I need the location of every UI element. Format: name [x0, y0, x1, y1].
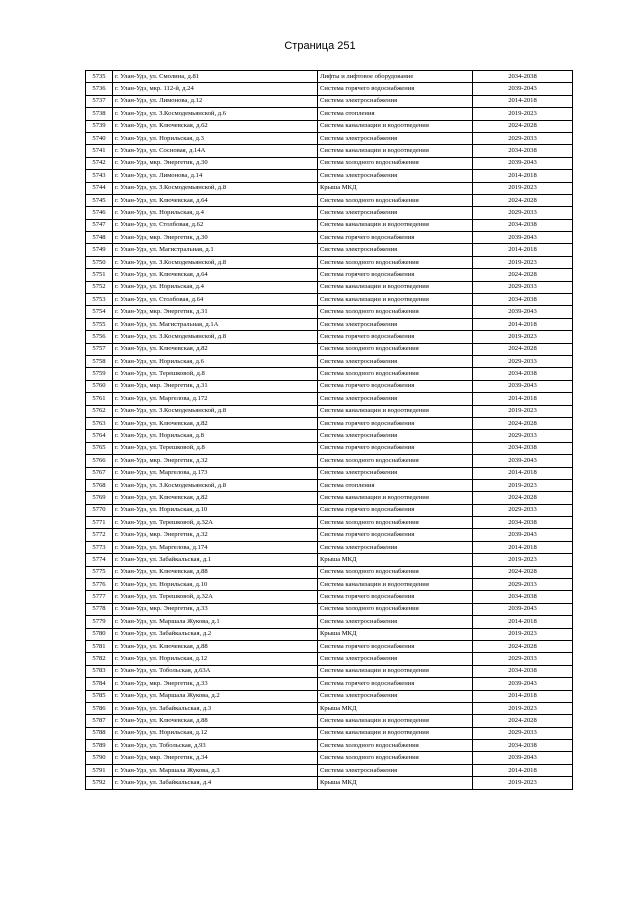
row-number-cell: 5741	[86, 145, 113, 157]
period-cell: 2019-2023	[473, 331, 573, 343]
table-row	[86, 591, 573, 603]
row-number-cell: 5744	[86, 182, 113, 194]
table-row	[86, 83, 573, 95]
row-number-cell: 5791	[86, 764, 113, 776]
table-row	[86, 368, 573, 380]
row-number-cell: 5761	[86, 393, 113, 405]
row-number-cell: 5753	[86, 294, 113, 306]
row-number-cell: 5762	[86, 405, 113, 417]
system-cell: Крыша МКД	[318, 777, 473, 789]
row-number-cell: 5785	[86, 690, 113, 702]
period-cell: 2024-2028	[473, 194, 573, 206]
period-cell: 2029-2033	[473, 504, 573, 516]
table-row	[86, 665, 573, 677]
table-row	[86, 653, 573, 665]
table-row	[86, 690, 573, 702]
address-cell: г. Улан-Удэ, ул. Ключевская, д.64	[113, 194, 318, 206]
period-cell: 2019-2023	[473, 405, 573, 417]
row-number-cell: 5736	[86, 83, 113, 95]
table-row	[86, 157, 573, 169]
address-cell: г. Улан-Удэ, ул. Забайкальская, д.1	[113, 554, 318, 566]
period-cell: 2014-2018	[473, 764, 573, 776]
period-cell: 2039-2043	[473, 752, 573, 764]
row-number-cell: 5782	[86, 653, 113, 665]
address-cell: г. Улан-Удэ, ул. Лимонова, д.12	[113, 95, 318, 107]
period-cell: 2034-2038	[473, 740, 573, 752]
table-row	[86, 219, 573, 231]
address-cell: г. Улан-Удэ, ул. Норильская, д.3	[113, 132, 318, 144]
row-number-cell: 5750	[86, 256, 113, 268]
row-number-cell: 5764	[86, 430, 113, 442]
period-cell: 2014-2018	[473, 95, 573, 107]
system-cell: Система холодного водоснабжения	[318, 752, 473, 764]
period-cell: 2029-2033	[473, 281, 573, 293]
period-cell: 2034-2038	[473, 442, 573, 454]
system-cell: Система холодного водоснабжения	[318, 455, 473, 467]
period-cell: 2039-2043	[473, 232, 573, 244]
address-cell: г. Улан-Удэ, ул. Маршала Жукова, д.3	[113, 764, 318, 776]
row-number-cell: 5778	[86, 603, 113, 615]
system-cell: Система горячего водоснабжения	[318, 232, 473, 244]
table-row	[86, 95, 573, 107]
row-number-cell: 5742	[86, 157, 113, 169]
table-row	[86, 566, 573, 578]
address-cell: г. Улан-Удэ, мкр. Энергетик, д.32	[113, 455, 318, 467]
system-cell: Система канализации и водоотведения	[318, 665, 473, 677]
table-row	[86, 727, 573, 739]
table-row	[86, 764, 573, 776]
address-cell: г. Улан-Удэ, мкр. Энергетик, д.31	[113, 380, 318, 392]
period-cell: 2034-2038	[473, 294, 573, 306]
row-number-cell: 5780	[86, 628, 113, 640]
period-cell: 2029-2033	[473, 579, 573, 591]
table-row	[86, 269, 573, 281]
table-row	[86, 504, 573, 516]
table-row	[86, 132, 573, 144]
address-cell: г. Улан-Удэ, ул. Забайкальская, д.3	[113, 702, 318, 714]
system-cell: Лифты и лифтовое оборудование	[318, 71, 473, 83]
system-cell: Система холодного водоснабжения	[318, 566, 473, 578]
system-cell: Система электроснабжения	[318, 170, 473, 182]
table-row	[86, 467, 573, 479]
table-row	[86, 343, 573, 355]
system-cell: Система электроснабжения	[318, 393, 473, 405]
page-number-header: Страница 251	[284, 40, 356, 52]
row-number-cell: 5786	[86, 702, 113, 714]
period-cell: 2034-2038	[473, 368, 573, 380]
row-number-cell: 5781	[86, 640, 113, 652]
period-cell: 2014-2018	[473, 541, 573, 553]
period-cell: 2014-2018	[473, 393, 573, 405]
table-row	[86, 207, 573, 219]
address-cell: г. Улан-Удэ, ул. Тобольская, д.93	[113, 740, 318, 752]
period-cell: 2034-2038	[473, 665, 573, 677]
address-cell: г. Улан-Удэ, ул. З.Космодемьянской, д.8	[113, 479, 318, 491]
period-cell: 2014-2018	[473, 616, 573, 628]
row-number-cell: 5765	[86, 442, 113, 454]
row-number-cell: 5757	[86, 343, 113, 355]
period-cell: 2019-2023	[473, 256, 573, 268]
address-cell: г. Улан-Удэ, ул. Терешковой, д.8	[113, 368, 318, 380]
table-row	[86, 405, 573, 417]
table-row	[86, 517, 573, 529]
table-row	[86, 417, 573, 429]
row-number-cell: 5737	[86, 95, 113, 107]
system-cell: Система холодного водоснабжения	[318, 343, 473, 355]
period-cell: 2034-2038	[473, 71, 573, 83]
address-cell: г. Улан-Удэ, мкр. Энергетик, д.30	[113, 232, 318, 244]
address-cell: г. Улан-Удэ, ул. Норильская, д.4	[113, 281, 318, 293]
address-cell: г. Улан-Удэ, ул. Норильская, д.12	[113, 727, 318, 739]
system-cell: Система холодного водоснабжения	[318, 603, 473, 615]
row-number-cell: 5754	[86, 306, 113, 318]
table-row	[86, 120, 573, 132]
system-cell: Система горячего водоснабжения	[318, 83, 473, 95]
row-number-cell: 5767	[86, 467, 113, 479]
table-row	[86, 108, 573, 120]
address-cell: г. Улан-Удэ, ул. Ключевская, д.88	[113, 715, 318, 727]
system-cell: Крыша МКД	[318, 554, 473, 566]
period-cell: 2019-2023	[473, 108, 573, 120]
table-row	[86, 294, 573, 306]
system-cell: Система холодного водоснабжения	[318, 517, 473, 529]
address-cell: г. Улан-Удэ, ул. Столбовая, д.62	[113, 219, 318, 231]
table-row	[86, 194, 573, 206]
period-cell: 2039-2043	[473, 380, 573, 392]
period-cell: 2024-2028	[473, 343, 573, 355]
system-cell: Система электроснабжения	[318, 207, 473, 219]
period-cell: 2039-2043	[473, 678, 573, 690]
system-cell: Система горячего водоснабжения	[318, 640, 473, 652]
system-cell: Система электроснабжения	[318, 244, 473, 256]
period-cell: 2029-2033	[473, 207, 573, 219]
table-row	[86, 145, 573, 157]
period-cell: 2024-2028	[473, 417, 573, 429]
system-cell: Система канализации и водоотведения	[318, 492, 473, 504]
row-number-cell: 5756	[86, 331, 113, 343]
period-cell: 2019-2023	[473, 554, 573, 566]
system-cell: Система холодного водоснабжения	[318, 368, 473, 380]
period-cell: 2014-2018	[473, 467, 573, 479]
system-cell: Система холодного водоснабжения	[318, 157, 473, 169]
period-cell: 2019-2023	[473, 182, 573, 194]
table-row	[86, 393, 573, 405]
system-cell: Система горячего водоснабжения	[318, 442, 473, 454]
row-number-cell: 5752	[86, 281, 113, 293]
address-cell: г. Улан-Удэ, мкр. Энергетик, д.32	[113, 529, 318, 541]
address-cell: г. Улан-Удэ, ул. Норильская, д.4	[113, 207, 318, 219]
table-row	[86, 678, 573, 690]
address-cell: г. Улан-Удэ, ул. З.Космодемьянской, д.6	[113, 108, 318, 120]
address-cell: г. Улан-Удэ, ул. Маргелова, д.172	[113, 393, 318, 405]
period-cell: 2039-2043	[473, 529, 573, 541]
table-body	[86, 71, 573, 790]
row-number-cell: 5783	[86, 665, 113, 677]
period-cell: 2019-2023	[473, 628, 573, 640]
period-cell: 2014-2018	[473, 170, 573, 182]
system-cell: Система электроснабжения	[318, 690, 473, 702]
system-cell: Система электроснабжения	[318, 430, 473, 442]
table-row	[86, 244, 573, 256]
row-number-cell: 5777	[86, 591, 113, 603]
table-row	[86, 331, 573, 343]
table-row	[86, 640, 573, 652]
period-cell: 2024-2028	[473, 640, 573, 652]
address-cell: г. Улан-Удэ, ул. Магистральная, д.1А	[113, 318, 318, 330]
system-cell: Система электроснабжения	[318, 653, 473, 665]
period-cell: 2024-2028	[473, 492, 573, 504]
table-row	[86, 170, 573, 182]
table-row	[86, 603, 573, 615]
row-number-cell: 5771	[86, 517, 113, 529]
address-cell: г. Улан-Удэ, ул. Маршала Жукова, д.2	[113, 690, 318, 702]
system-cell: Система электроснабжения	[318, 616, 473, 628]
address-cell: г. Улан-Удэ, ул. Ключевская, д.82	[113, 417, 318, 429]
period-cell: 2034-2038	[473, 517, 573, 529]
system-cell: Система канализации и водоотведения	[318, 145, 473, 157]
address-cell: г. Улан-Удэ, ул. Терешковой, д.32А	[113, 591, 318, 603]
row-number-cell: 5766	[86, 455, 113, 467]
address-cell: г. Улан-Удэ, ул. Ключевская, д.64	[113, 269, 318, 281]
period-cell: 2019-2023	[473, 702, 573, 714]
table-row	[86, 71, 573, 83]
table-row	[86, 740, 573, 752]
address-cell: г. Улан-Удэ, ул. Сосновая, д.14А	[113, 145, 318, 157]
row-number-cell: 5787	[86, 715, 113, 727]
row-number-cell: 5773	[86, 541, 113, 553]
address-cell: г. Улан-Удэ, ул. Норильская, д.10	[113, 504, 318, 516]
period-cell: 2039-2043	[473, 306, 573, 318]
system-cell: Система электроснабжения	[318, 318, 473, 330]
table-row	[86, 616, 573, 628]
address-cell: г. Улан-Удэ, ул. Маршала Жукова, д.1	[113, 616, 318, 628]
system-cell: Система электроснабжения	[318, 355, 473, 367]
period-cell: 2029-2033	[473, 355, 573, 367]
system-cell: Крыша МКД	[318, 702, 473, 714]
period-cell: 2019-2023	[473, 479, 573, 491]
system-cell: Крыша МКД	[318, 182, 473, 194]
system-cell: Система канализации и водоотведения	[318, 405, 473, 417]
row-number-cell: 5738	[86, 108, 113, 120]
system-cell: Крыша МКД	[318, 628, 473, 640]
row-number-cell: 5769	[86, 492, 113, 504]
period-cell: 2019-2023	[473, 777, 573, 789]
row-number-cell: 5739	[86, 120, 113, 132]
address-cell: г. Улан-Удэ, ул. Норильская, д.8	[113, 430, 318, 442]
row-number-cell: 5763	[86, 417, 113, 429]
system-cell: Система холодного водоснабжения	[318, 194, 473, 206]
row-number-cell: 5755	[86, 318, 113, 330]
table-row	[86, 256, 573, 268]
table-row	[86, 306, 573, 318]
system-cell: Система отопления	[318, 108, 473, 120]
system-cell: Система горячего водоснабжения	[318, 331, 473, 343]
address-cell: г. Улан-Удэ, мкр. Энергетик, д.34	[113, 752, 318, 764]
period-cell: 2029-2033	[473, 727, 573, 739]
system-cell: Система горячего водоснабжения	[318, 417, 473, 429]
address-cell: г. Улан-Удэ, ул. Лимонова, д.14	[113, 170, 318, 182]
system-cell: Система канализации и водоотведения	[318, 120, 473, 132]
row-number-cell: 5788	[86, 727, 113, 739]
table-row	[86, 702, 573, 714]
table-row	[86, 430, 573, 442]
system-cell: Система канализации и водоотведения	[318, 715, 473, 727]
address-cell: г. Улан-Удэ, ул. Норильская, д.10	[113, 579, 318, 591]
system-cell: Система электроснабжения	[318, 132, 473, 144]
period-cell: 2039-2043	[473, 455, 573, 467]
table-row	[86, 492, 573, 504]
period-cell: 2029-2033	[473, 430, 573, 442]
address-cell: г. Улан-Удэ, ул. Забайкальская, д.2	[113, 628, 318, 640]
address-cell: г. Улан-Удэ, мкр. Энергетик, д.33	[113, 678, 318, 690]
period-cell: 2014-2018	[473, 244, 573, 256]
table-row	[86, 541, 573, 553]
row-number-cell: 5749	[86, 244, 113, 256]
period-cell: 2039-2043	[473, 83, 573, 95]
table-row	[86, 355, 573, 367]
system-cell: Система холодного водоснабжения	[318, 256, 473, 268]
period-cell: 2024-2028	[473, 715, 573, 727]
system-cell: Система горячего водоснабжения	[318, 529, 473, 541]
address-cell: г. Улан-Удэ, ул. Норильская, д.12	[113, 653, 318, 665]
address-cell: г. Улан-Удэ, ул. Норильская, д.6	[113, 355, 318, 367]
row-number-cell: 5772	[86, 529, 113, 541]
row-number-cell: 5784	[86, 678, 113, 690]
period-cell: 2024-2028	[473, 566, 573, 578]
system-cell: Система горячего водоснабжения	[318, 380, 473, 392]
address-cell: г. Улан-Удэ, ул. Терешковой, д.32А	[113, 517, 318, 529]
address-cell: г. Улан-Удэ, ул. Забайкальская, д.4	[113, 777, 318, 789]
period-cell: 2039-2043	[473, 603, 573, 615]
period-cell: 2034-2038	[473, 145, 573, 157]
row-number-cell: 5745	[86, 194, 113, 206]
table-row	[86, 554, 573, 566]
table-row	[86, 182, 573, 194]
row-number-cell: 5759	[86, 368, 113, 380]
system-cell: Система электроснабжения	[318, 95, 473, 107]
row-number-cell: 5774	[86, 554, 113, 566]
row-number-cell: 5746	[86, 207, 113, 219]
address-cell: г. Улан-Удэ, ул. Маргелова, д.173	[113, 467, 318, 479]
table-row	[86, 318, 573, 330]
row-number-cell: 5789	[86, 740, 113, 752]
table-row	[86, 628, 573, 640]
table-row	[86, 479, 573, 491]
address-cell: г. Улан-Удэ, ул. Столбовая, д.64	[113, 294, 318, 306]
system-cell: Система горячего водоснабжения	[318, 591, 473, 603]
period-cell: 2039-2043	[473, 157, 573, 169]
row-number-cell: 5760	[86, 380, 113, 392]
address-cell: г. Улан-Удэ, ул. Ключевская, д.88	[113, 566, 318, 578]
system-cell: Система канализации и водоотведения	[318, 219, 473, 231]
row-number-cell: 5758	[86, 355, 113, 367]
table-row	[86, 752, 573, 764]
row-number-cell: 5748	[86, 232, 113, 244]
system-cell: Система отопления	[318, 479, 473, 491]
address-cell: г. Улан-Удэ, ул. Ключевская, д.62	[113, 120, 318, 132]
row-number-cell: 5740	[86, 132, 113, 144]
repair-schedule-table	[85, 70, 573, 790]
row-number-cell: 5775	[86, 566, 113, 578]
system-cell: Система горячего водоснабжения	[318, 678, 473, 690]
table-row	[86, 380, 573, 392]
address-cell: г. Улан-Удэ, ул. Тобольская, д.63А	[113, 665, 318, 677]
table-row	[86, 232, 573, 244]
address-cell: г. Улан-Удэ, ул. Ключевская, д.82	[113, 343, 318, 355]
row-number-cell: 5779	[86, 616, 113, 628]
row-number-cell: 5792	[86, 777, 113, 789]
address-cell: г. Улан-Удэ, мкр. Энергетик, д.33	[113, 603, 318, 615]
row-number-cell: 5735	[86, 71, 113, 83]
address-cell: г. Улан-Удэ, ул. З.Космодемьянской, д.8	[113, 256, 318, 268]
row-number-cell: 5751	[86, 269, 113, 281]
period-cell: 2024-2028	[473, 120, 573, 132]
system-cell: Система канализации и водоотведения	[318, 281, 473, 293]
address-cell: г. Улан-Удэ, ул. З.Космодемьянской, д.8	[113, 182, 318, 194]
period-cell: 2029-2033	[473, 132, 573, 144]
table-row	[86, 281, 573, 293]
address-cell: г. Улан-Удэ, мкр. 112-й, д.24	[113, 83, 318, 95]
address-cell: г. Улан-Удэ, ул. З.Космодемьянской, д.8	[113, 405, 318, 417]
system-cell: Система электроснабжения	[318, 764, 473, 776]
system-cell: Система канализации и водоотведения	[318, 294, 473, 306]
system-cell: Система канализации и водоотведения	[318, 727, 473, 739]
system-cell: Система горячего водоснабжения	[318, 269, 473, 281]
row-number-cell: 5770	[86, 504, 113, 516]
row-number-cell: 5776	[86, 579, 113, 591]
address-cell: г. Улан-Удэ, ул. Смолина, д.81	[113, 71, 318, 83]
table-row	[86, 455, 573, 467]
period-cell: 2024-2028	[473, 269, 573, 281]
table-row	[86, 777, 573, 789]
table-row	[86, 715, 573, 727]
system-cell: Система электроснабжения	[318, 541, 473, 553]
address-cell: г. Улан-Удэ, ул. Маргелова, д.174	[113, 541, 318, 553]
address-cell: г. Улан-Удэ, ул. Магистральная, д.1	[113, 244, 318, 256]
address-cell: г. Улан-Удэ, ул. Ключевская, д.82	[113, 492, 318, 504]
address-cell: г. Улан-Удэ, мкр. Энергетик, д.31	[113, 306, 318, 318]
period-cell: 2014-2018	[473, 690, 573, 702]
period-cell: 2029-2033	[473, 653, 573, 665]
table-row	[86, 442, 573, 454]
system-cell: Система холодного водоснабжения	[318, 740, 473, 752]
row-number-cell: 5743	[86, 170, 113, 182]
row-number-cell: 5747	[86, 219, 113, 231]
system-cell: Система канализации и водоотведения	[318, 579, 473, 591]
system-cell: Система холодного водоснабжения	[318, 306, 473, 318]
system-cell: Система электроснабжения	[318, 467, 473, 479]
row-number-cell: 5768	[86, 479, 113, 491]
address-cell: г. Улан-Удэ, ул. Ключевская, д.88	[113, 640, 318, 652]
period-cell: 2034-2038	[473, 219, 573, 231]
period-cell: 2034-2038	[473, 591, 573, 603]
address-cell: г. Улан-Удэ, ул. Терешковой, д.8	[113, 442, 318, 454]
table-row	[86, 529, 573, 541]
system-cell: Система горячего водоснабжения	[318, 504, 473, 516]
address-cell: г. Улан-Удэ, ул. З.Космодемьянской, д.8	[113, 331, 318, 343]
row-number-cell: 5790	[86, 752, 113, 764]
table-row	[86, 579, 573, 591]
period-cell: 2014-2018	[473, 318, 573, 330]
address-cell: г. Улан-Удэ, мкр. Энергетик, д.30	[113, 157, 318, 169]
